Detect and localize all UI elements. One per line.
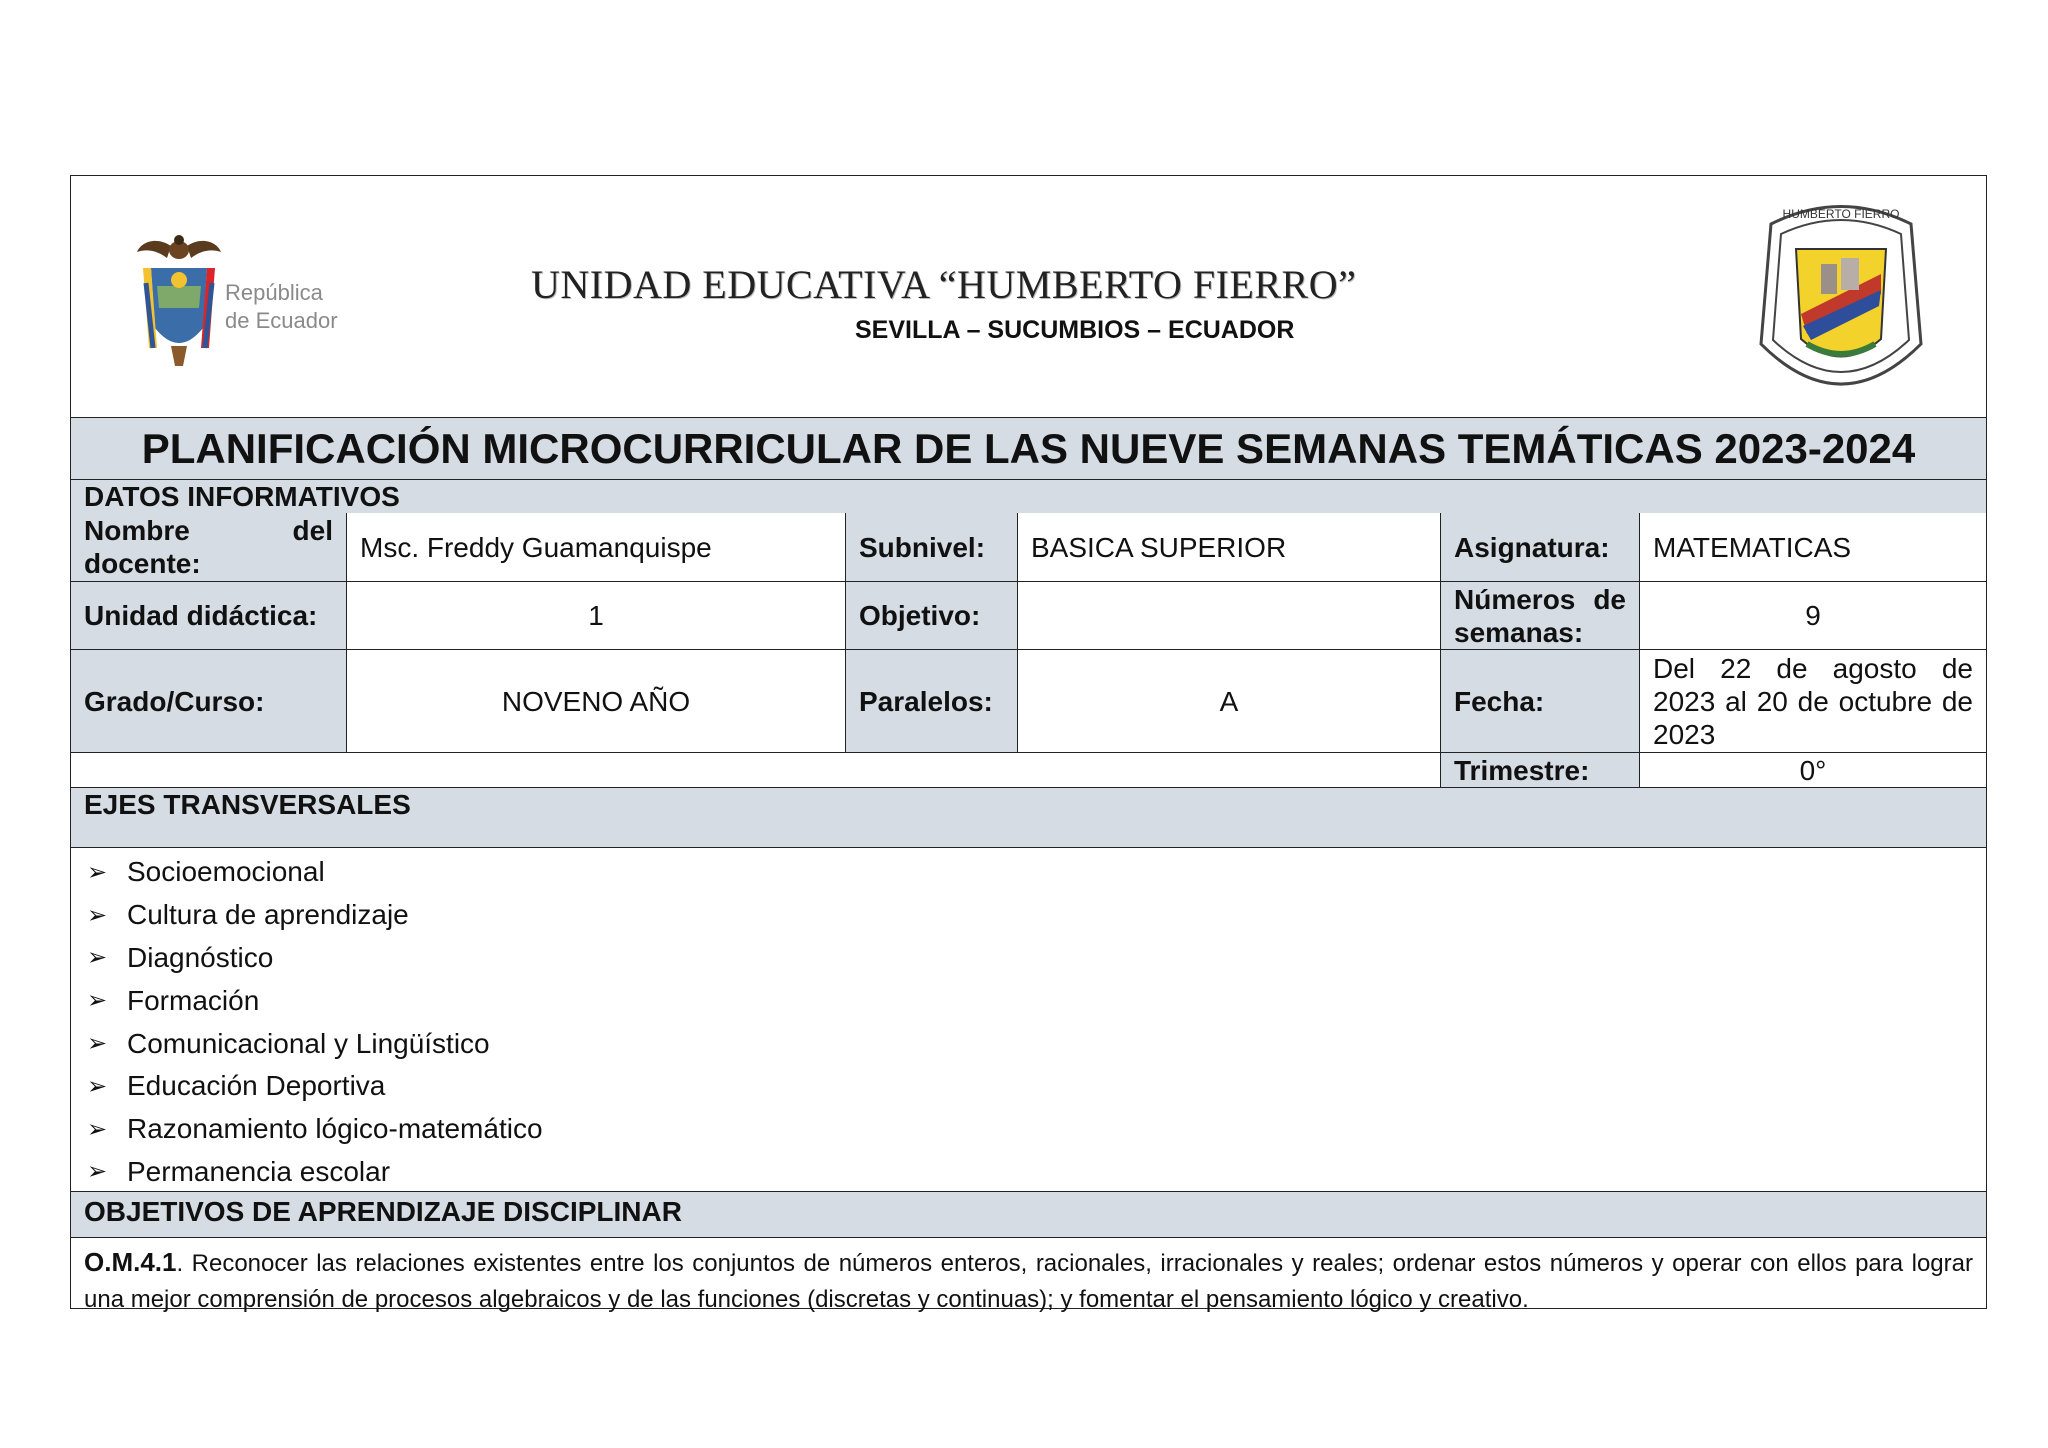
logo-text-republica: República — [225, 280, 323, 305]
arrow-bullet-icon: ➢ — [86, 901, 108, 929]
list-item: ➢ Socioemocional — [71, 851, 1986, 894]
list-item: ➢ Formación — [71, 979, 1986, 1022]
arrow-bullet-icon: ➢ — [86, 987, 108, 1015]
school-location: SEVILLA – SUCUMBIOS – ECUADOR — [855, 316, 1295, 344]
asignatura-label: Asignatura: — [1441, 513, 1640, 582]
grado-value: NOVENO AÑO — [347, 650, 846, 753]
subnivel-label: Subnivel: — [846, 513, 1018, 582]
docente-label: Nombre del docente: — [71, 513, 347, 582]
list-item: ➢ Cultura de aprendizaje — [71, 894, 1986, 937]
fecha-value: Del 22 de agosto de 2023 al 20 de octubre de 2023 — [1640, 650, 1986, 753]
fecha-label: Fecha: — [1441, 650, 1640, 753]
list-item: ➢ Razonamiento lógico-matemático — [71, 1108, 1986, 1151]
paralelos-label: Paralelos: — [846, 650, 1018, 753]
unidad-value: 1 — [347, 582, 846, 650]
document-title: PLANIFICACIÓN MICROCURRICULAR DE LAS NUEVE SEMANAS TEMÁTICAS 2023-2024 — [71, 418, 1986, 480]
arrow-bullet-icon: ➢ — [86, 1030, 108, 1058]
arrow-bullet-icon: ➢ — [86, 1158, 108, 1186]
arrow-bullet-icon: ➢ — [86, 1072, 108, 1100]
school-name: UNIDAD EDUCATIVA “HUMBERTO FIERRO” — [531, 262, 1357, 307]
ecuador-coat-of-arms-logo — [131, 228, 338, 378]
list-item: ➢ Comunicacional y Lingüístico — [71, 1022, 1986, 1065]
arrow-bullet-icon: ➢ — [86, 1115, 108, 1143]
list-item: ➢ Diagnóstico — [71, 937, 1986, 980]
list-item: ➢ Permanencia escolar — [71, 1151, 1986, 1194]
trimestre-value: 0° — [1640, 753, 1986, 788]
ejes-list — [71, 848, 1986, 1192]
crest-text: HUMBERTO FIERRO — [1782, 207, 1900, 221]
objetivo-code: O.M.4.1 — [84, 1247, 177, 1277]
unidad-label: Unidad didáctica: — [71, 582, 347, 650]
arrow-bullet-icon: ➢ — [86, 944, 108, 972]
objetivo-description: . Reconocer las relaciones existentes entre los conjuntos de números enteros, racionales, irracionales y reales; ordenar estos números y operar con ellos para lograr una mejor comprensión de procesos algebraicos y de las funciones (discretas y continuas); y fomentar el pensamiento lógico y creativo. — [84, 1250, 1973, 1313]
objetivo-aprendizaje-text — [71, 1238, 1986, 1318]
objetivo-label: Objetivo: — [846, 582, 1018, 650]
arrow-bullet-icon: ➢ — [86, 858, 108, 886]
objetivo-value — [1018, 582, 1441, 650]
empty-cell — [71, 753, 1441, 788]
datos-informativos-heading: DATOS INFORMATIVOS — [71, 480, 1986, 514]
semanas-label: Números de semanas: — [1441, 582, 1640, 650]
objetivos-heading: OBJETIVOS DE APRENDIZAJE DISCIPLINAR — [71, 1192, 1986, 1238]
school-crest-logo — [1741, 194, 1941, 406]
ejes-heading: EJES TRANSVERSALES — [71, 788, 1986, 848]
grado-label: Grado/Curso: — [71, 650, 347, 753]
subnivel-value: BASICA SUPERIOR — [1018, 513, 1441, 582]
document-header — [71, 176, 1986, 418]
paralelos-value: A — [1018, 650, 1441, 753]
planning-document — [70, 175, 1987, 1313]
trimestre-label: Trimestre: — [1441, 753, 1640, 788]
logo-text-de-ecuador: de Ecuador — [225, 308, 338, 333]
asignatura-value: MATEMATICAS — [1640, 513, 1986, 582]
semanas-value: 9 — [1640, 582, 1986, 650]
list-item: ➢ Educación Deportiva — [71, 1065, 1986, 1108]
docente-value: Msc. Freddy Guamanquispe — [347, 513, 846, 582]
